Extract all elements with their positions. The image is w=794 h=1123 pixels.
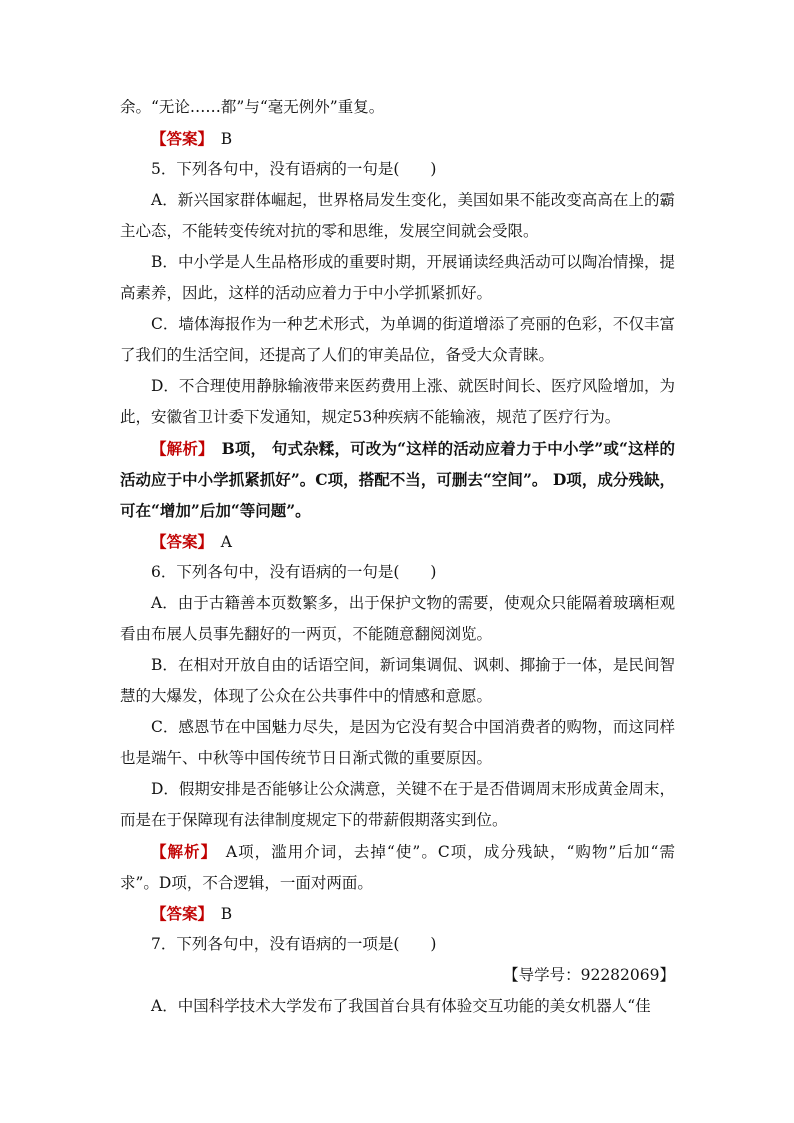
answer-1 (120, 123, 675, 155)
answer-label: 【答案】 (151, 532, 206, 551)
answer-value: B (220, 905, 233, 923)
analysis-label: 【解析】 (151, 842, 210, 861)
question-6-option-b: B．在相对开放自由的话语空间，新词集调侃、讽刺、揶揄于一体，是民间智慧的大爆发，体现了公众在公共事件中的情感和意愿。 (120, 656, 675, 705)
question-5-option-c: C．墙体海报作为一种艺术形式，为单调的街道增添了亮丽的色彩，不仅丰富了我们的生活空间，还提高了人们的审美品位，备受大众青睐。 (120, 315, 675, 364)
answer-label: 【答案】 (151, 904, 206, 923)
question-6-option-a: A．由于古籍善本页数繁多，出于保护文物的需要，使观众只能隔着玻璃柜观看由布展人员事先翻好的一两页，不能随意翻阅浏览。 (120, 594, 675, 643)
analysis-text: B项， 句式杂糅，可改为“这样的活动应着力于中小学”或“这样的活动应于中小学抓紧抓好”。C项，搭配不当，可删去“空间”。 D项，成分残缺，可在“增加”后加“等问题”。 (120, 439, 675, 520)
question-5-stem: 5．下列各句中，没有语病的一句是( ) (151, 160, 437, 178)
question-7-option-a: A．中国科学技术大学发布了我国首台具有体验交互功能的美女机器人“佳 (151, 997, 651, 1015)
intro-line: 余。“无论……都”与“毫无例外”重复。 (120, 98, 385, 116)
answer-label: 【答案】 (151, 129, 206, 148)
question-5-option-b: B．中小学是人生品格形成的重要时期，开展诵读经典活动可以陶冶情操，提高素养，因此，这样的活动应着力于中小学抓紧抓好。 (120, 253, 675, 302)
question-6-option-d: D．假期安排是否能够让公众满意，关键不在于是否借调周末形成黄金周末，而是在于保障现有法律制度规定下的带薪假期落实到位。 (120, 780, 675, 829)
question-6-stem: 6．下列各句中，没有语病的一句是( ) (151, 563, 437, 581)
analysis-label: 【解析】 (151, 439, 206, 458)
question-6-option-c: C．感恩节在中国魅力尽失，是因为它没有契合中国消费者的购物，而这同样也是端午、中秋等中国传统节日日渐式微的重要原因。 (120, 718, 675, 767)
answer-value: B (220, 130, 233, 148)
analysis-text: A项，滥用介词，去掉“使”。C项，成分残缺，“购物”后加“需求”。D项，不合逻辑，一面对两面。 (120, 843, 675, 892)
guide-number: 【导学号：92282069】 (503, 966, 675, 984)
question-7-stem: 7．下列各句中，没有语病的一项是( ) (151, 935, 437, 953)
analysis-2 (120, 433, 675, 526)
answer-value: A (220, 533, 232, 551)
answer-3 (120, 898, 675, 930)
answer-2 (120, 526, 675, 558)
question-5-option-d: D．不合理使用静脉输液带来医药费用上涨、就医时间长、医疗风险增加，为此，安徽省卫计委下发通知，规定53种疾病不能输液，规范了医疗行为。 (120, 377, 675, 426)
analysis-3 (120, 836, 675, 899)
question-5-option-a: A．新兴国家群体崛起，世界格局发生变化，美国如果不能改变高高在上的霸主心态，不能转变传统对抗的零和思维，发展空间就会受限。 (120, 191, 675, 240)
